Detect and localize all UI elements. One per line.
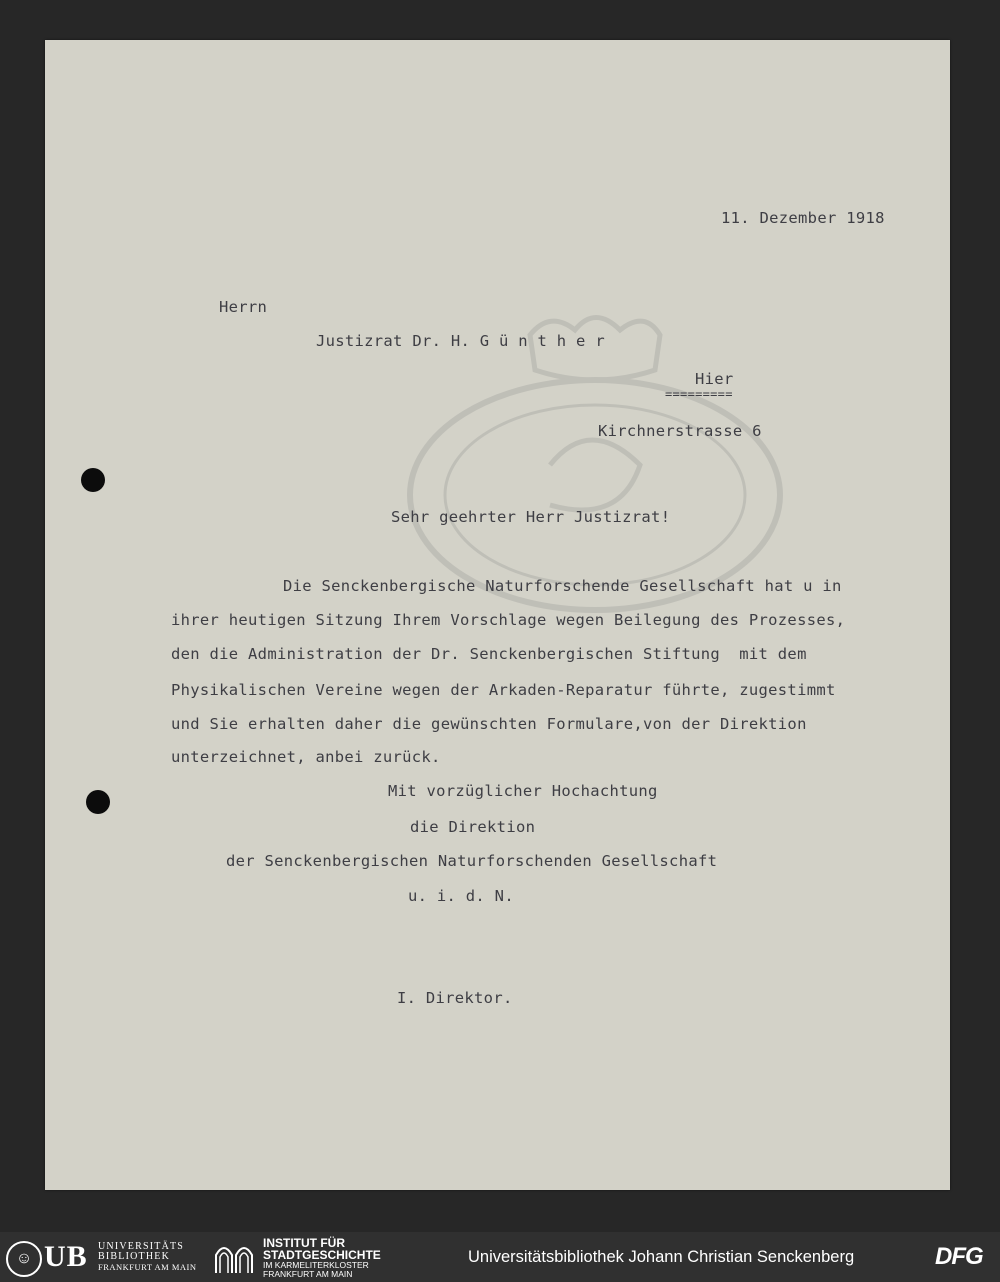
recipient-city-underline: ========= [665,387,733,401]
footer-bar [0,1232,1000,1282]
ub-line-2: BIBLIOTHEK [98,1251,170,1262]
ub-logo-lines [98,1242,208,1272]
isg-line-2: STADTGESCHICHTE [263,1248,381,1262]
recipient-name: Justizrat Dr. H. G ü n t h e r [316,332,605,350]
ub-line-3: FRANKFURT AM MAIN [98,1262,197,1272]
signature-line-society: der Senckenbergischen Naturforschenden Gesellschaft [226,852,718,870]
body-line: und Sie erhalten daher die gewünschten Formulare,von der Direktion [171,715,807,733]
punch-hole-upper [81,468,105,492]
ub-line-1: UNIVERSITÄTS [98,1241,185,1252]
signature-line-direction: die Direktion [410,818,536,836]
body-line: Die Senckenbergische Naturforschende Gesellschaft hat u in [283,577,842,595]
letter-date: 11. Dezember 1918 [721,209,885,227]
body-line: ihrer heutigen Sitzung Ihrem Vorschlage wegen Beilegung des Prozesses, [171,611,846,629]
signatory-title: I. Direktor. [397,989,513,1007]
isg-arches-logo-icon [214,1241,254,1273]
body-line: Physikalischen Vereine wegen der Arkaden-Reparatur führte, zugestimmt [171,681,836,699]
signature-line-abbrev: u. i. d. N. [408,887,514,905]
recipient-street: Kirchnerstrasse 6 [598,422,762,440]
letter-page [45,40,950,1190]
recipient-city: Hier [695,370,734,388]
isg-logo-lines [263,1237,413,1279]
salutation-to: Herrn [219,298,268,316]
isg-line-1: INSTITUT FÜR [263,1236,345,1250]
footer-library-name: Universitätsbibliothek Johann Christian Senckenberg [468,1248,855,1266]
isg-line-4: FRANKFURT AM MAIN [263,1269,353,1279]
body-line: unterzeichnet, anbei zurück. [171,748,441,766]
ub-logo-text: UB [44,1240,88,1273]
punch-hole-lower [86,790,110,814]
letter-greeting: Sehr geehrter Herr Justizrat! [391,508,671,526]
body-line: den die Administration der Dr. Senckenbergischen Stiftung mit dem [171,645,807,663]
dfg-logo: DFG [935,1243,983,1270]
ub-portrait-logo-icon: ☺ [6,1241,42,1277]
closing-phrase: Mit vorzüglicher Hochachtung [388,782,658,800]
isg-line-3: IM KARMELITERKLOSTER [263,1260,369,1270]
